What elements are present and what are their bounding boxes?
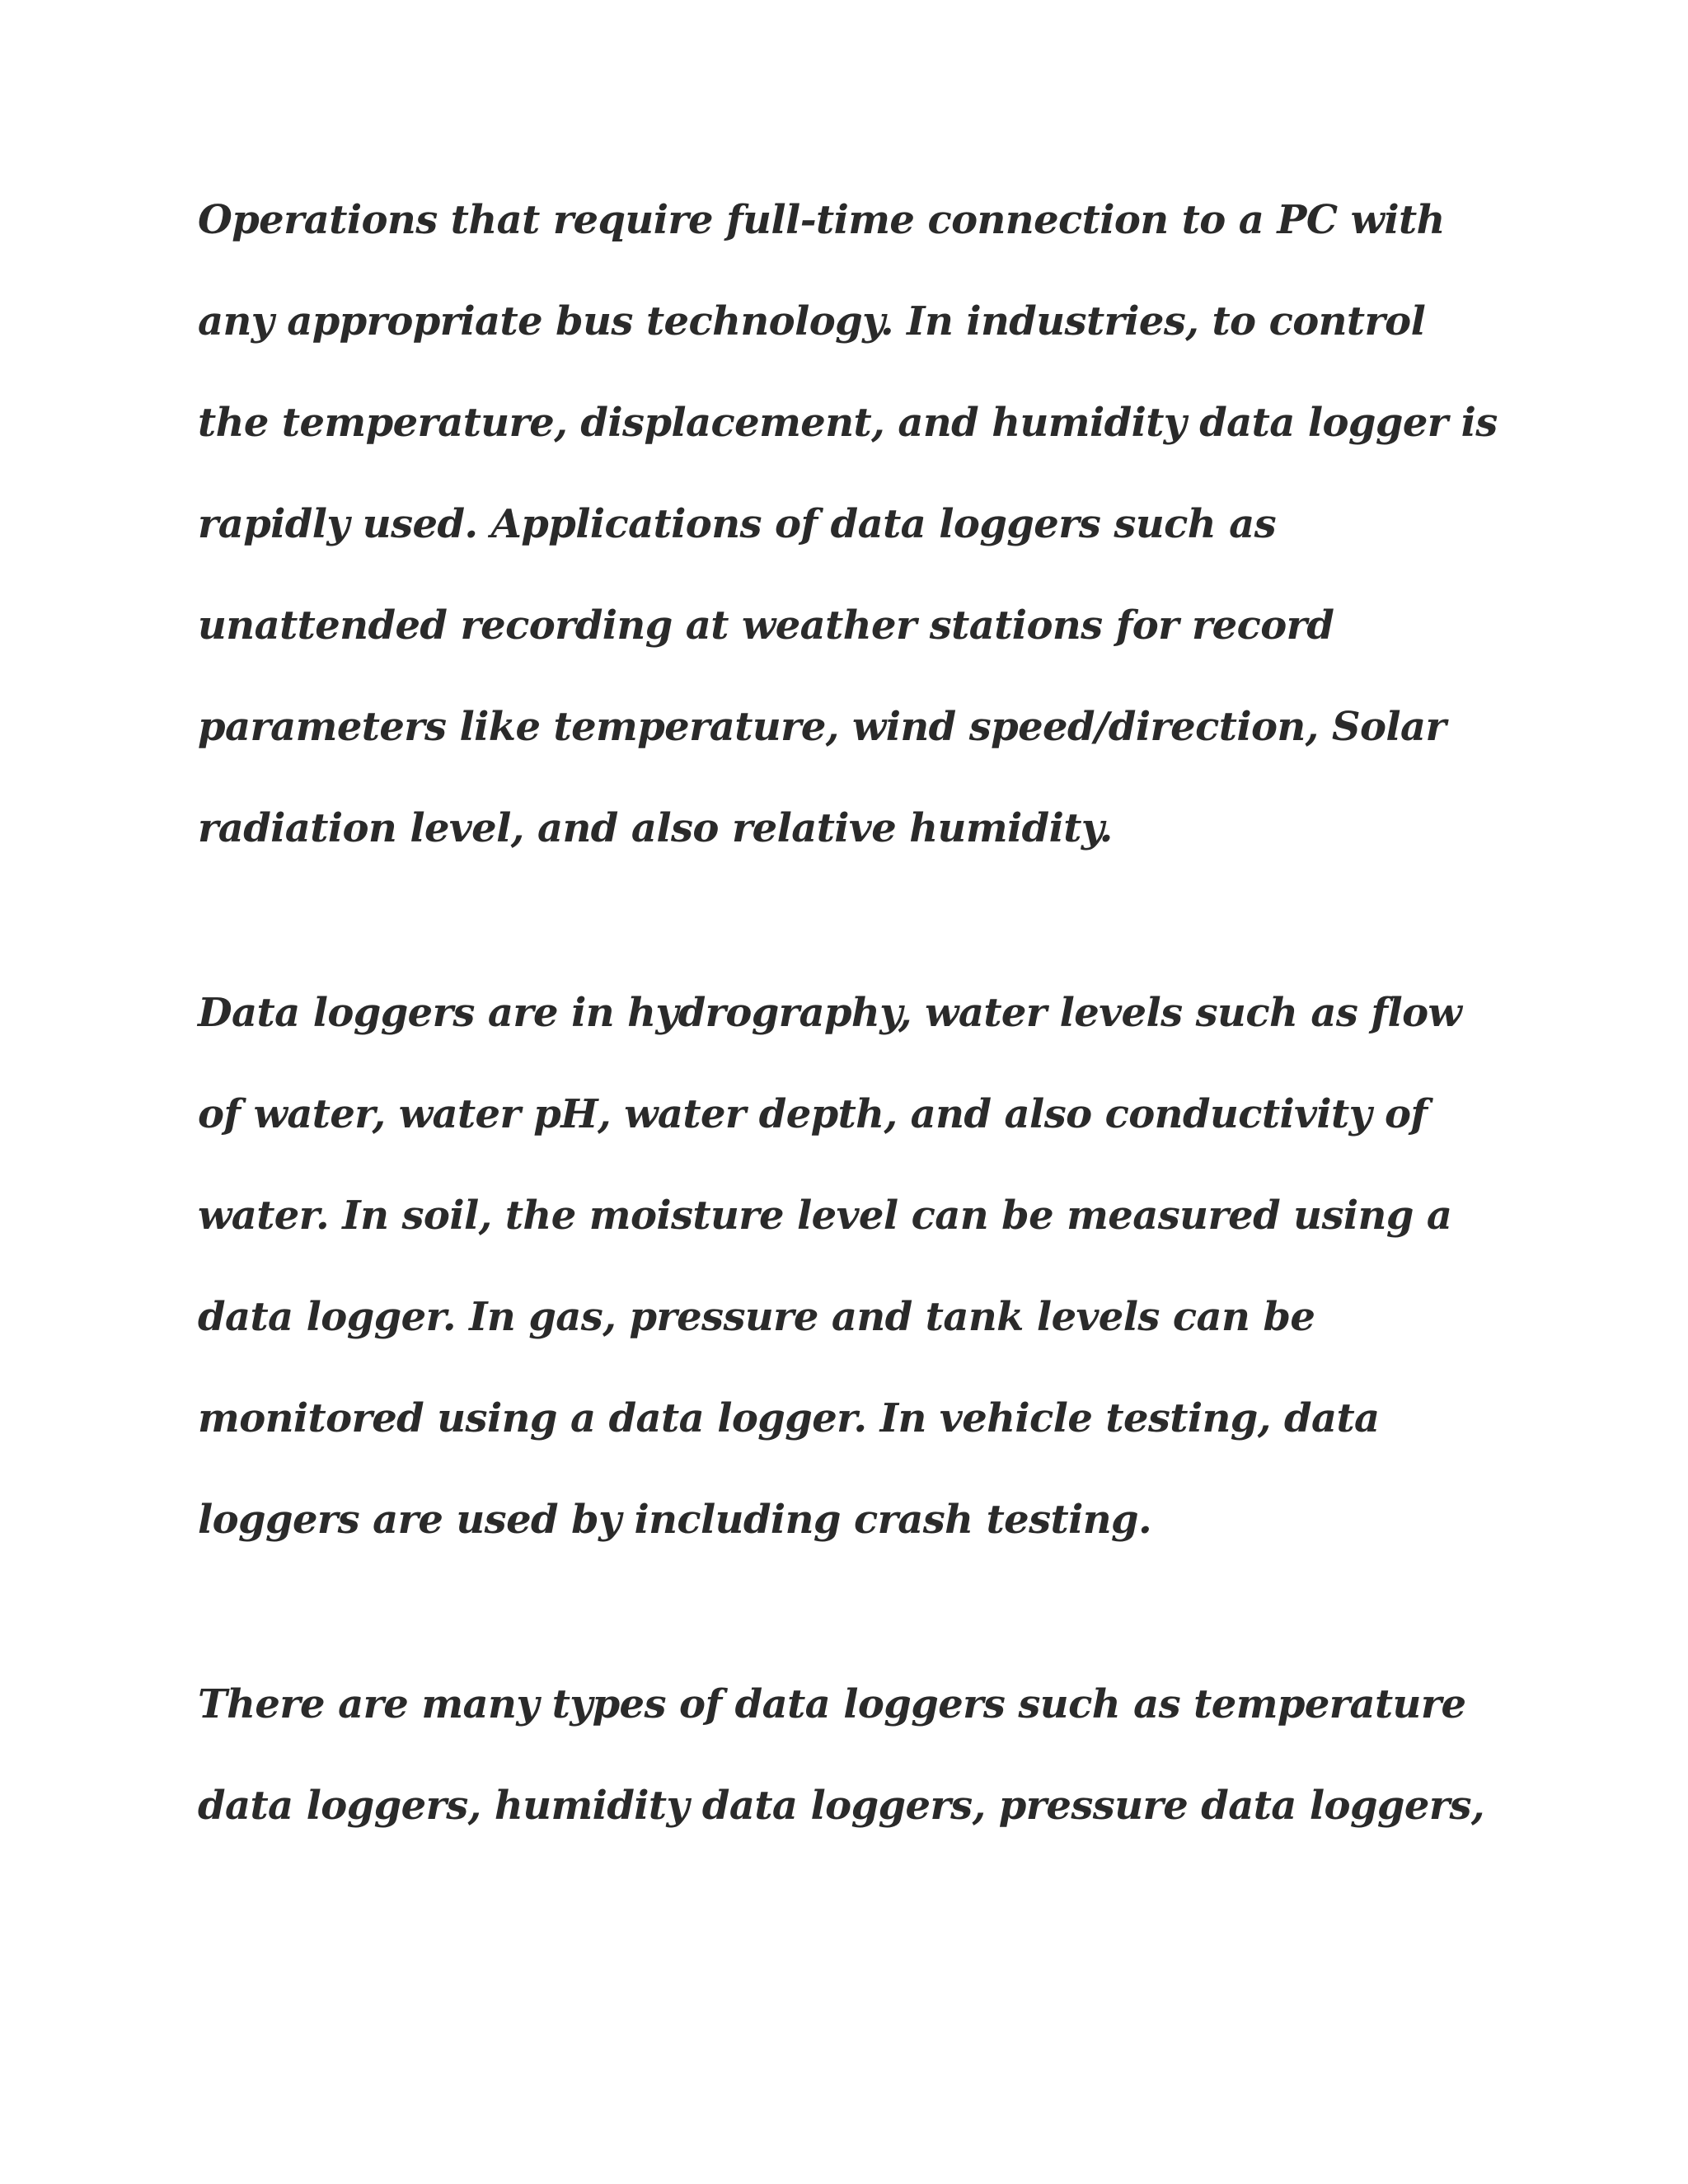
text-line: data logger. In gas, pressure and tank levels can be xyxy=(198,1294,1315,1340)
text-line: parameters like temperature, wind speed/direction, Solar xyxy=(198,704,1447,750)
paragraph-data-logger-uses xyxy=(198,963,1500,1571)
text-line: There are many types of data loggers such as temperature xyxy=(198,1681,1466,1727)
text-line: rapidly used. Applications of data loggers such as xyxy=(198,501,1277,547)
text-line: Operations that require full-time connection to a PC with xyxy=(198,197,1445,243)
text-line: unattended recording at weather stations for record xyxy=(198,602,1334,649)
text-line: radiation level, and also relative humidity. xyxy=(198,805,1113,851)
text-line: Data loggers are in hydrography, water levels such as flow xyxy=(198,990,1462,1036)
paragraph-data-logger-types xyxy=(198,1654,1500,1857)
paragraph-data-logger-applications xyxy=(198,170,1500,879)
text-line: any appropriate bus technology. In industries, to control xyxy=(198,298,1426,344)
text-line: water. In soil, the moisture level can be measured using a xyxy=(198,1193,1452,1239)
text-line: monitored using a data logger. In vehicle testing, data xyxy=(198,1395,1380,1441)
text-line: loggers are used by including crash testing. xyxy=(198,1497,1152,1543)
text-line: the temperature, displacement, and humidity data logger is xyxy=(198,400,1498,446)
text-line: data loggers, humidity data loggers, pressure data loggers, xyxy=(198,1783,1485,1829)
text-line: of water, water pH, water depth, and also conductivity of xyxy=(198,1091,1428,1137)
